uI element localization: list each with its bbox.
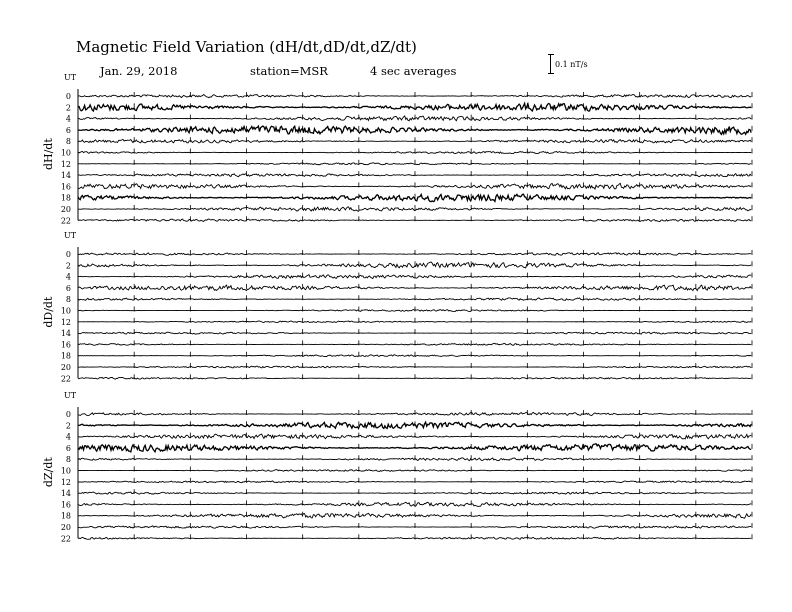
hour-label-18: 18 <box>60 351 71 361</box>
hour-label-8: 8 <box>65 137 71 147</box>
panel-ylabel: dH/dt <box>42 138 55 171</box>
hour-label-4: 4 <box>65 272 71 282</box>
hour-label-14: 14 <box>60 489 71 499</box>
panel-dD-dt <box>42 231 752 383</box>
hour-label-6: 6 <box>65 125 71 135</box>
hour-label-6: 6 <box>65 443 71 453</box>
hour-label-6: 6 <box>65 283 71 293</box>
panel-dZ-dt <box>42 391 752 543</box>
hour-label-22: 22 <box>60 374 71 384</box>
ut-label: UT <box>64 73 77 82</box>
hour-label-0: 0 <box>65 250 71 259</box>
hour-label-14: 14 <box>60 329 71 339</box>
panel-dH-dt <box>42 73 752 225</box>
hour-label-12: 12 <box>60 477 71 487</box>
hour-label-4: 4 <box>65 432 71 442</box>
panel-ylabel: dD/dt <box>42 296 55 328</box>
averaging-label: 4 sec averages <box>370 64 457 78</box>
hour-label-0: 0 <box>65 410 71 419</box>
hour-label-8: 8 <box>65 455 71 465</box>
hour-label-2: 2 <box>65 421 71 431</box>
hour-label-2: 2 <box>65 103 71 113</box>
hour-label-16: 16 <box>60 182 71 192</box>
hour-label-10: 10 <box>60 148 71 158</box>
hour-label-14: 14 <box>60 171 71 181</box>
scale-label: 0.1 nT/s <box>555 60 588 69</box>
hour-label-18: 18 <box>60 511 71 521</box>
ut-label: UT <box>64 391 77 400</box>
station-label: station=MSR <box>250 64 328 78</box>
hour-label-16: 16 <box>60 340 71 350</box>
hour-label-4: 4 <box>65 114 71 124</box>
hour-label-20: 20 <box>60 363 71 372</box>
chart-title: Magnetic Field Variation (dH/dt,dD/dt,dZ/dt) <box>76 38 417 56</box>
hour-label-16: 16 <box>60 500 71 510</box>
hour-label-12: 12 <box>60 159 71 169</box>
hour-label-22: 22 <box>60 534 71 544</box>
ut-label: UT <box>64 231 77 240</box>
hour-label-8: 8 <box>65 295 71 305</box>
date-label: Jan. 29, 2018 <box>100 64 178 78</box>
hour-label-20: 20 <box>60 205 71 214</box>
hour-label-22: 22 <box>60 216 71 226</box>
panel-ylabel: dZ/dt <box>42 457 55 488</box>
hour-label-18: 18 <box>60 193 71 203</box>
hour-label-10: 10 <box>60 306 71 316</box>
hour-label-2: 2 <box>65 261 71 271</box>
hour-label-20: 20 <box>60 523 71 532</box>
hour-label-12: 12 <box>60 317 71 327</box>
hour-label-0: 0 <box>65 92 71 101</box>
hour-label-10: 10 <box>60 466 71 476</box>
